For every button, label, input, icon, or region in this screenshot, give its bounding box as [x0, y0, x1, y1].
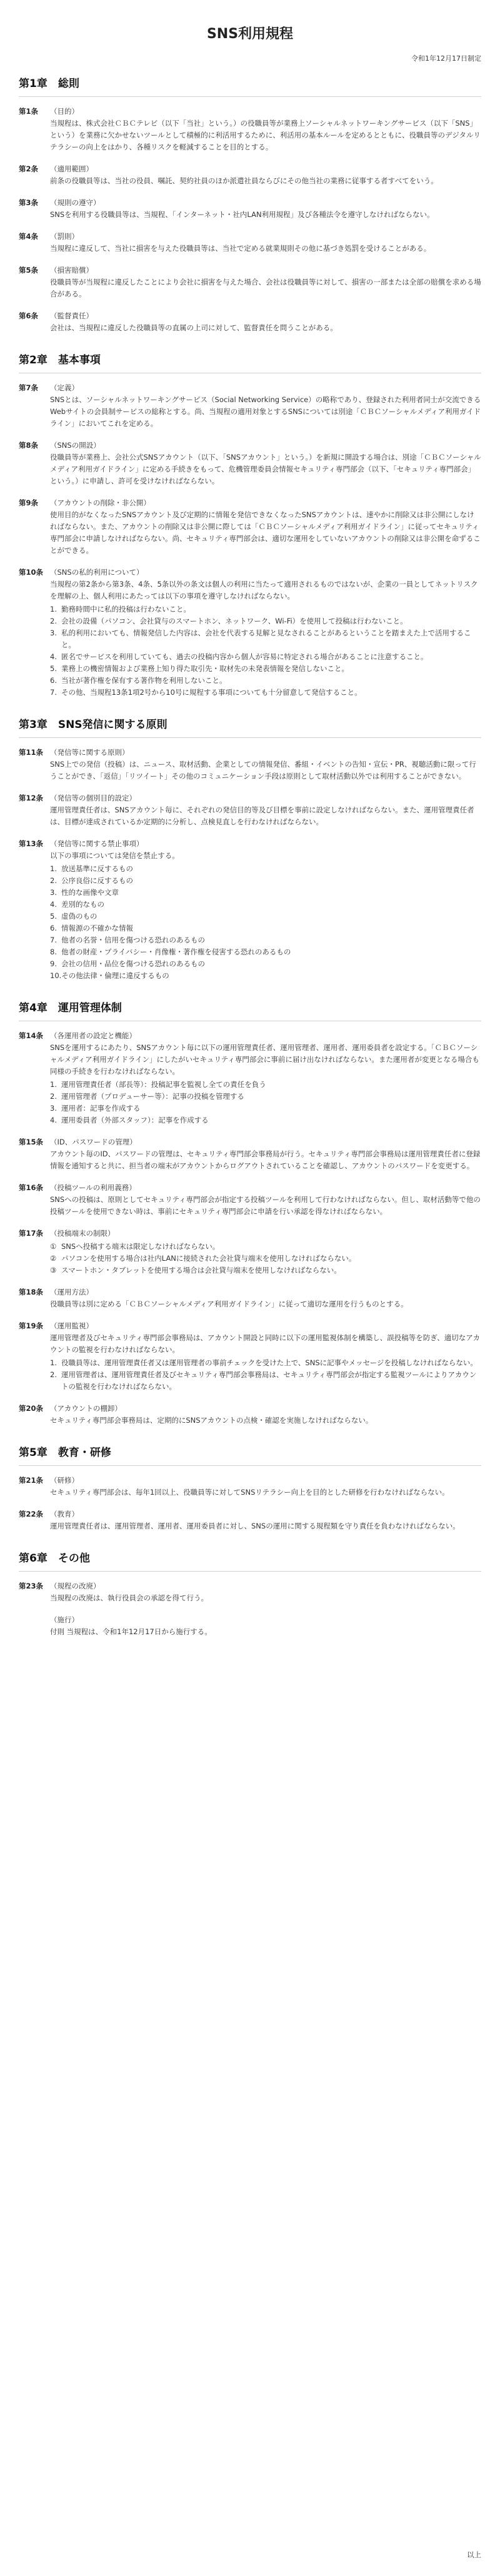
article-caption: （目的） [50, 107, 79, 116]
list-item-text: 運用管理者（プロデューサー等）：記事の投稿を管理する [61, 1092, 244, 1101]
list-item-text: 情報源の不確かな情報 [61, 924, 133, 932]
list-item [50, 934, 481, 946]
article-caption: （SNSの私的利用について） [50, 568, 144, 577]
article [19, 265, 481, 300]
article-number: 第17条 [19, 1229, 44, 1238]
article [19, 310, 481, 334]
article-body [50, 231, 481, 255]
article-caption: （発信等の個別目的設定） [50, 794, 136, 802]
article [19, 1136, 481, 1172]
article-number: 第4条 [19, 232, 39, 241]
article-caption: （発信等に関する禁止事項） [50, 839, 144, 848]
article-caption: （教育） [50, 1510, 79, 1518]
article-number: 第11条 [19, 748, 44, 757]
article-body [50, 1286, 481, 1310]
article-body [50, 567, 481, 699]
article-number: 第12条 [19, 794, 44, 802]
list-item-number: 6. [50, 676, 57, 685]
list-item-number: 5. [50, 912, 57, 921]
list-item-text: 業務上の機密情報および業務上知り得た取引先・取材先の未発表情報を発信しないこと。 [61, 664, 349, 673]
chapters-container [19, 76, 481, 1638]
article-text: 当規程の第2条から第3条、4条、5条以外の条文は個人の利用に当たって適用されるものではないが、企業の一員としてネットリスクを理解の上、個人利用にあたっては以下の事項を遵守しなければならない。 [50, 580, 478, 600]
list-item [50, 946, 481, 958]
article-body [50, 1320, 481, 1393]
article-caption: （監督責任） [50, 311, 93, 320]
chapter-heading: 第4章 運用管理体制 [19, 1001, 481, 1021]
list-item-text: その他法律・倫理に違反するもの [61, 971, 169, 980]
list-item-number: 4. [50, 652, 57, 661]
chapter-section [19, 717, 481, 982]
article-number: 第8条 [19, 441, 39, 450]
article [19, 231, 481, 255]
list-item-number: 2. [50, 1370, 57, 1379]
article-number: 第21条 [19, 1476, 44, 1485]
list-item [50, 922, 481, 934]
chapter-section [19, 1001, 481, 1427]
list-item-number: 8. [50, 947, 57, 956]
article-number: 第1条 [19, 107, 39, 116]
article [19, 1508, 481, 1532]
article-body [50, 838, 481, 982]
article-body [50, 1508, 481, 1532]
article-list [50, 1241, 481, 1276]
article-number: 第10条 [19, 568, 44, 577]
article-body [50, 197, 481, 221]
list-item [50, 1241, 481, 1253]
article-text: SNSを利用する役職員等は、当規程、「インターネット・社内LAN利用規程」及び各種法令を遵守しなければならない。 [50, 210, 434, 219]
article-number: 第2条 [19, 164, 39, 173]
article-number: 第3条 [19, 198, 39, 207]
list-item [50, 687, 481, 699]
article-text: 当規程に違反して、当社に損害を与えた役職員等は、当社で定める就業規則その他に基づき処罰を受けることがある。 [50, 244, 431, 253]
list-item [50, 1265, 481, 1276]
list-item-text: 虚偽のもの [61, 912, 98, 921]
article [19, 1228, 481, 1276]
end-mark: 以上 [467, 2550, 481, 2559]
article-text: セキュリティ専門部会事務局は、定期的にSNSアカウントの点検・確認を実施しなければならない。 [50, 1416, 373, 1425]
list-item [50, 1103, 481, 1114]
article-body [50, 163, 481, 187]
chapter-section [19, 1551, 481, 1638]
enacted-date: 令和1年12月17日制定 [411, 54, 481, 63]
list-item-number: 1. [50, 1358, 57, 1367]
article-text: セキュリティ専門部会は、毎年1回以上、役職員等に対してSNSリテラシー向上を目的とした研修を行わなければならない。 [50, 1488, 449, 1497]
list-item-number: 7. [50, 936, 57, 944]
list-item-text: 他者の財産・プライバシー・肖像権・著作権を侵害する恐れのあるもの [61, 947, 291, 956]
list-item-text: 他者の名誉・信用を傷つける恐れのあるもの [61, 936, 205, 944]
article-text: SNSへの投稿は、原則としてセキュリティ専門部会が指定する投稿ツールを利用して行わなければならない。但し、取材活動等で他の投稿ツールを使用できない時は、事前にセキュリティ専門部会に申請を行い承認を得なければならない。 [50, 1195, 481, 1216]
list-item-number: 5. [50, 664, 57, 673]
article-number: 第6条 [19, 311, 39, 320]
list-item [50, 863, 481, 875]
list-item-number: ② [50, 1254, 57, 1263]
article [19, 1580, 481, 1604]
list-item [50, 1079, 481, 1091]
chapter-heading: 第2章 基本事項 [19, 353, 481, 373]
article-caption: （罰則） [50, 232, 79, 241]
list-item-number: 3. [50, 1104, 57, 1113]
list-item [50, 911, 481, 922]
article-body [50, 310, 481, 334]
list-item-number: ③ [50, 1266, 57, 1275]
article-body [50, 265, 481, 300]
list-item-number: 9. [50, 959, 57, 968]
article-body [50, 1403, 481, 1427]
article-caption: （運用方法） [50, 1288, 93, 1296]
article-text: 当規程は、株式会社ＣＢＣテレビ（以下「当社」という。）の役職員等が業務上ソーシャルネットワーキングサービス（以下「SNS」という）を業務に欠かせないツールとして積極的に利活用するために、利活用の基本ルールを定めるとともに、役職員等のデジタルリテラシーの向上をはかり、各種リスクを軽減することを目的とする。 [50, 119, 481, 151]
chapter-heading: 第1章 総則 [19, 76, 481, 97]
list-item-number: 4. [50, 900, 57, 909]
list-item-number: 1. [50, 864, 57, 873]
article [19, 1286, 481, 1310]
list-item [50, 651, 481, 663]
list-item-text: 運用委員者（外部スタッフ）：記事を作成する [61, 1116, 209, 1124]
article [19, 1403, 481, 1427]
article [19, 567, 481, 699]
list-item-number: ① [50, 1242, 57, 1251]
article [19, 497, 481, 557]
article-text: アカウント毎のID、パスワードの管理は、セキュリティ専門部会事務局が行う。セキュリティ専門部会事務局は運用管理責任者に登録情報を通知すると共に、担当者の端末がアカウントからログアウトされていることを確認し、アカウントのパスワードを変更する。 [50, 1149, 481, 1170]
article-caption: （定義） [50, 383, 79, 392]
article-text: 運用管理者及びセキュリティ専門部会事務局は、アカウント開設と同時に以下の運用監視体制を構築し、誤投稿等を防ぎ、適切なアカウントの監視を行わなければならない。 [50, 1333, 481, 1354]
list-item-number: 2. [50, 1092, 57, 1101]
article [19, 1614, 481, 1638]
article-body [50, 747, 481, 782]
chapter-heading: 第5章 教育・研修 [19, 1445, 481, 1466]
article-text: 役職員等が業務上、会社公式SNSアカウント（以下、「SNSアカウント」という。）を新規に開設する場合は、別途「ＣＢＣソーシャルメディア利用ガイドライン」に定める手続きをもって、危機管理委員会情報セキュリティ専門部会（以下、「セキュリティ専門部会」という。）に申請し、許可を受けなければならない。 [50, 453, 481, 485]
article [19, 1030, 481, 1126]
list-item-text: 性的な画像や文章 [61, 888, 119, 897]
article-number: 第16条 [19, 1183, 44, 1192]
list-item-number: 2. [50, 876, 57, 885]
article-body [50, 440, 481, 487]
article-text: 以下の事項については発信を禁止する。 [50, 851, 179, 860]
list-item [50, 675, 481, 687]
list-item-text: 役職員等は、運用管理責任者又は運用管理者の事前チェックを受けた上で、SNSに記事やメッセージを投稿しなければならない。 [61, 1358, 478, 1367]
list-item [50, 1091, 481, 1103]
article-caption: （適用範囲） [50, 164, 93, 173]
article [19, 197, 481, 221]
article-body [50, 1136, 481, 1172]
list-item [50, 615, 481, 627]
article-number: 第23条 [19, 1582, 44, 1590]
list-item-text: 運用管理責任者（部長等）：投稿記事を監視し全ての責任を負う [61, 1080, 266, 1089]
list-item-text: スマートホン・タブレットを使用する場合は会社貸与端末を使用しなければならない。 [61, 1266, 341, 1275]
article-caption: （損害賠償） [50, 266, 93, 275]
article-number: 第18条 [19, 1288, 44, 1296]
article-text: 役職員等が当規程に違反したことにより会社に損害を与えた場合、会社は役職員等に対して、損害の一部または全部の賠償を求める場合がある。 [50, 278, 481, 298]
list-item [50, 1114, 481, 1126]
article-caption: （規則の遵守） [50, 198, 101, 207]
list-item-text: 運用者：記事を作成する [61, 1104, 141, 1113]
article-text: SNSとは、ソーシャルネットワーキングサービス（Social Networking Service）の略称であり、登録された利用者同士が交流できるWebサイトの会員制サービスの総称とする。尚、当規程の適用対象とするSNSについては別途「ＣＢＣソーシャルメディア利用ガイドライン」においてこれを定める。 [50, 395, 481, 428]
list-item-text: 放送基準に反するもの [61, 864, 133, 873]
article-body [50, 792, 481, 828]
list-item-text: 運用管理者は、運用管理責任者及びセキュリティ専門部会事務局は、セキュリティ専門部会が指定する監視ツールによりアカウントの監視を行わなければならない。 [61, 1370, 477, 1391]
list-item-number: 7. [50, 688, 57, 697]
list-item [50, 970, 481, 982]
article-text: SNS上での発信（投稿）は、ニュース、取材活動、企業としての情報発信、番組・イベントの告知・宣伝・PR、視聴活動に限って行うことができ、「返信」「リツイート」その他のコミュニケーション手段は原則として取材活動以外では利用することができない。 [50, 760, 476, 780]
article-body [50, 1182, 481, 1218]
article-body [50, 1475, 481, 1498]
article-caption: （ID、パスワードの管理） [50, 1138, 137, 1146]
list-item-number: 6. [50, 924, 57, 932]
article-list [50, 604, 481, 699]
chapter-section [19, 76, 481, 334]
list-item [50, 1369, 481, 1393]
list-item [50, 875, 481, 887]
article-text: 前条の役職員等は、当社の役員、嘱託、契約社員のほか派遣社員ならびにその他当社の業務に従事する者すべてをいう。 [50, 176, 438, 185]
article-number: 第9条 [19, 498, 39, 507]
list-item-number: 4. [50, 1116, 57, 1124]
chapter-section [19, 353, 481, 699]
chapter-section [19, 1445, 481, 1532]
list-item-text: 公序良俗に反するもの [61, 876, 133, 885]
article-list [50, 863, 481, 982]
article [19, 382, 481, 430]
article-list [50, 1079, 481, 1126]
article-body [50, 1228, 481, 1276]
list-item [50, 627, 481, 651]
article-caption: （アカウントの削除・非公開） [50, 498, 151, 507]
list-item [50, 887, 481, 899]
page-title: SNS利用規程 [206, 26, 294, 42]
article-body [50, 1030, 481, 1126]
article-number: 第7条 [19, 383, 39, 392]
chapter-heading: 第6章 その他 [19, 1551, 481, 1572]
list-item [50, 1253, 481, 1265]
article-list [50, 1357, 481, 1393]
article-caption: （アカウントの棚卸） [50, 1404, 122, 1413]
article-caption: （研修） [50, 1476, 79, 1485]
article-number [19, 1614, 50, 1638]
article-body [50, 497, 481, 557]
article [19, 838, 481, 982]
article-number: 第13条 [19, 839, 44, 848]
list-item [50, 604, 481, 615]
list-item-text: 会社の信用・品位を傷つける恐れのあるもの [61, 959, 205, 968]
list-item-text: 勤務時間中に私的投稿は行わないこと。 [61, 605, 191, 614]
article-number: 第22条 [19, 1510, 44, 1518]
list-item-text: 差別的なもの [61, 900, 104, 909]
article-text: 役職員等は別に定める「ＣＢＣソーシャルメディア利用ガイドライン」に従って適切な運用を行うものとする。 [50, 1300, 408, 1308]
list-item-number: 10. [50, 971, 62, 980]
article-caption: （発信等に関する原則） [50, 748, 129, 757]
list-item [50, 899, 481, 911]
list-item [50, 1357, 481, 1369]
list-item-text: 会社の設備（パソコン、会社貸与のスマートホン、ネットワーク、Wi-Fi）を使用して投稿は行わないこと。 [61, 617, 408, 625]
article [19, 1475, 481, 1498]
list-item-number: 1. [50, 605, 57, 614]
list-item [50, 958, 481, 970]
article-caption: （運用監視） [50, 1321, 93, 1330]
article [19, 106, 481, 153]
article-text: 運用管理責任者は、運用管理者、運用者、運用委員者に対し、SNSの運用に関する規程類を守り責任を負わなければならない。 [50, 1522, 460, 1530]
article-number: 第5条 [19, 266, 39, 275]
article-caption: （投稿ツールの利用義務） [50, 1183, 136, 1192]
article [19, 747, 481, 782]
article-text: 付則 当規程は、令和1年12月17日から施行する。 [50, 1627, 212, 1636]
article-text: 運用管理責任者は、SNSアカウント毎に、それぞれの発信目的等及び目標を事前に設定しなければならない。また、運用管理責任者は、目標が達成されているか定期的に分析し、点検見直しを行わなければならない。 [50, 806, 474, 826]
article-caption: （規程の改廃） [50, 1582, 101, 1590]
article-number: 第20条 [19, 1404, 44, 1413]
article-body [50, 1580, 481, 1604]
article-number: 第15条 [19, 1138, 44, 1146]
list-item-text: 当社が著作権を保有する著作物を利用しないこと。 [61, 676, 227, 685]
article-text: 当規程の改廃は、執行役員会の承認を得て行う。 [50, 1594, 208, 1602]
article-caption: （各運用者の設定と機能） [50, 1031, 136, 1040]
list-item-number: 1. [50, 1080, 57, 1089]
article-number: 第14条 [19, 1031, 44, 1040]
list-item-text: パソコンを使用する場合は社内LANに接続された会社貸与端末を使用しなければならない。 [61, 1254, 356, 1263]
article [19, 1182, 481, 1218]
article-caption: （施行） [50, 1615, 79, 1624]
article-text: SNSを運用するにあたり、SNSアカウント毎に以下の運用管理責任者、運用管理者、運用者、運用委員者を設定する。「ＣＢＣソーシャルメディア利用ガイドライン」にしたがいセキュリティ専門部会に事前に届け出なければならない。また運用者が変更となる場合も同様の手続きを行わなければならない。 [50, 1043, 479, 1076]
article [19, 440, 481, 487]
article-text: 会社は、当規程に違反した役職員等の直属の上司に対して、監督責任を問うことがある。 [50, 323, 338, 332]
list-item-number: 3. [50, 888, 57, 897]
list-item-number: 3. [50, 629, 57, 637]
article [19, 1320, 481, 1393]
article-body [50, 106, 481, 153]
article-body [50, 382, 481, 430]
article-text: 使用目的がなくなったSNSアカウント及び定期的に情報を発信できなくなったSNSアカウントは、速やかに削除又は非公開にしなければならない。また、アカウントの削除又は非公開に際しては「ＣＢＣソーシャルメディア利用ガイドライン」に従ってセキュリティ専門部会に申請しなければならない。尚、セキュリティ専門部会は、適切な運用をしていないアカウントの削除又は非公開を命ずることができる。 [50, 510, 481, 555]
list-item [50, 663, 481, 675]
article-body [50, 1614, 481, 1638]
chapter-heading: 第3章 SNS発信に関する原則 [19, 717, 481, 738]
list-item-text: その他、当規程13条1項2号から10号に規程する事項についても十分留意して発信すること。 [61, 688, 362, 697]
article-caption: （SNSの開設） [50, 441, 101, 450]
list-item-text: 私的利用においても、情報発信した内容は、会社を代表する見解と見なされることがあるということを踏まえた上で活用すること。 [61, 629, 471, 649]
article [19, 163, 481, 187]
article-caption: （投稿端末の制限） [50, 1229, 115, 1238]
article-number: 第19条 [19, 1321, 44, 1330]
list-item-text: 匿名でサービスを利用していても、過去の投稿内容から個人が容易に特定される場合があることに注意すること。 [61, 652, 428, 661]
list-item-text: SNSへ投稿する端末は限定しなければならない。 [61, 1242, 220, 1251]
list-item-number: 2. [50, 617, 57, 625]
article [19, 792, 481, 828]
